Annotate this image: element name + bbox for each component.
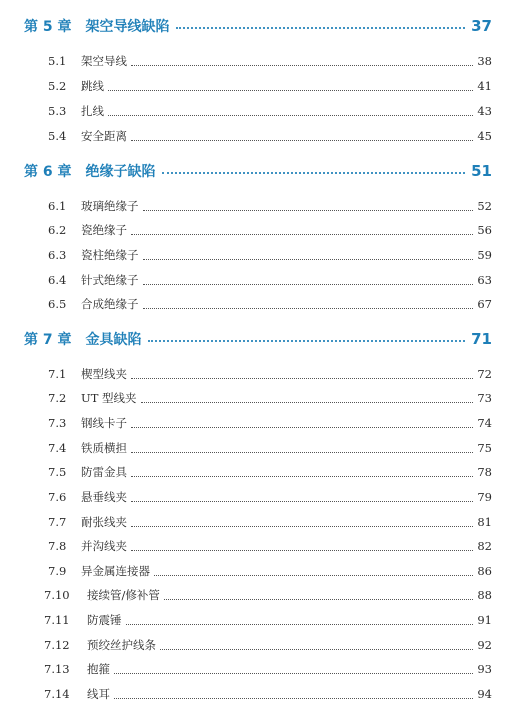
section-page: 41 [477, 79, 492, 93]
section-page: 79 [477, 490, 492, 504]
dot-leader [148, 340, 466, 342]
section-number: 7.5 [48, 465, 67, 479]
section-title: 接续管/修补管 [87, 588, 160, 602]
dot-leader [131, 501, 473, 502]
dot-leader [176, 27, 466, 29]
dot-leader [143, 210, 474, 211]
toc-entry[interactable] [0, 612, 492, 628]
dot-leader [143, 284, 474, 285]
toc-entry[interactable] [0, 222, 492, 238]
section-title: 悬垂线夹 [81, 490, 127, 504]
toc-entry[interactable] [0, 637, 492, 653]
section-page: 38 [477, 54, 492, 68]
toc-entry[interactable] [0, 390, 492, 406]
chapter-title: 绝缘子缺陷 [85, 164, 156, 180]
chapter-page: 71 [471, 330, 492, 348]
section-number: 7.2 [48, 391, 67, 405]
section-number: 7.9 [48, 564, 67, 578]
section-title: 并沟线夹 [81, 539, 127, 553]
section-title: 防雷金具 [81, 465, 127, 479]
dot-leader [131, 427, 473, 428]
section-title: UT 型线夹 [81, 391, 137, 405]
dot-leader [126, 624, 474, 625]
chapter-heading[interactable] [24, 328, 492, 350]
section-title: 跳线 [81, 79, 104, 93]
section-number: 7.14 [44, 687, 70, 701]
section-page: 73 [477, 391, 492, 405]
chapter-page: 37 [471, 17, 492, 35]
toc-entry[interactable] [0, 415, 492, 431]
toc-entry[interactable] [0, 440, 492, 456]
section-page: 88 [477, 588, 492, 602]
dot-leader [131, 234, 473, 235]
dot-leader [131, 65, 473, 66]
toc-entry[interactable] [0, 247, 492, 263]
section-title: 预绞丝护线条 [87, 638, 156, 652]
dot-leader [131, 378, 473, 379]
section-title: 楔型线夹 [81, 367, 127, 381]
section-page: 92 [477, 638, 492, 652]
section-page: 74 [477, 416, 492, 430]
section-page: 52 [477, 199, 492, 213]
section-number: 7.3 [48, 416, 67, 430]
section-title: 线耳 [87, 687, 110, 701]
section-number: 7.10 [44, 588, 70, 602]
section-page: 86 [477, 564, 492, 578]
section-page: 75 [477, 441, 492, 455]
toc-entry[interactable] [0, 686, 492, 702]
section-number: 7.7 [48, 515, 67, 529]
section-title: 合成绝缘子 [81, 297, 139, 311]
toc-entry[interactable] [0, 78, 492, 94]
dot-leader [154, 575, 473, 576]
chapter-number: 第 5 章 [24, 19, 72, 35]
toc-entry[interactable] [0, 661, 492, 677]
dot-leader [108, 90, 473, 91]
section-number: 5.1 [48, 54, 67, 68]
chapter-heading[interactable] [24, 160, 492, 182]
section-number: 7.6 [48, 490, 67, 504]
toc-entry[interactable] [0, 366, 492, 382]
toc-entry[interactable] [0, 272, 492, 288]
toc-entry[interactable] [0, 296, 492, 312]
chapter-title: 架空导线缺陷 [85, 19, 170, 35]
dot-leader [143, 308, 474, 309]
section-page: 56 [477, 223, 492, 237]
chapter-number: 第 7 章 [24, 332, 72, 348]
section-title: 安全距离 [81, 129, 127, 143]
dot-leader [162, 172, 466, 174]
section-page: 63 [477, 273, 492, 287]
chapter-heading[interactable] [24, 15, 492, 37]
section-page: 91 [477, 613, 492, 627]
toc-entry[interactable] [0, 489, 492, 505]
section-number: 6.5 [48, 297, 67, 311]
section-number: 5.2 [48, 79, 67, 93]
toc-entry[interactable] [0, 538, 492, 554]
section-number: 7.8 [48, 539, 67, 553]
section-page: 82 [477, 539, 492, 553]
toc-entry[interactable] [0, 514, 492, 530]
section-number: 5.4 [48, 129, 67, 143]
section-page: 94 [477, 687, 492, 701]
toc-entry[interactable] [0, 103, 492, 119]
section-title: 架空导线 [81, 54, 127, 68]
dot-leader [108, 115, 473, 116]
toc-entry[interactable] [0, 53, 492, 69]
section-page: 59 [477, 248, 492, 262]
chapter-page: 51 [471, 162, 492, 180]
section-title: 钢线卡子 [81, 416, 127, 430]
section-title: 防震锤 [87, 613, 122, 627]
section-page: 45 [477, 129, 492, 143]
toc-entry[interactable] [0, 563, 492, 579]
section-title: 耐张线夹 [81, 515, 127, 529]
section-number: 7.13 [44, 662, 70, 676]
dot-leader [131, 452, 473, 453]
toc-entry[interactable] [0, 128, 492, 144]
section-page: 43 [477, 104, 492, 118]
section-title: 玻璃绝缘子 [81, 199, 139, 213]
chapter-title: 金具缺陷 [85, 332, 142, 348]
dot-leader [114, 673, 473, 674]
section-title: 扎线 [81, 104, 104, 118]
section-page: 81 [477, 515, 492, 529]
section-page: 67 [477, 297, 492, 311]
section-title: 铁质横担 [81, 441, 127, 455]
section-title: 瓷绝缘子 [81, 223, 127, 237]
section-number: 6.2 [48, 223, 67, 237]
section-number: 7.4 [48, 441, 67, 455]
dot-leader [160, 649, 473, 650]
section-number: 6.3 [48, 248, 67, 262]
chapter-number: 第 6 章 [24, 164, 72, 180]
dot-leader [114, 698, 473, 699]
section-number: 7.11 [44, 613, 70, 627]
section-title: 瓷柱绝缘子 [81, 248, 139, 262]
dot-leader [131, 550, 473, 551]
toc-entry[interactable] [0, 587, 492, 603]
section-page: 72 [477, 367, 492, 381]
section-title: 针式绝缘子 [81, 273, 139, 287]
dot-leader [131, 140, 473, 141]
toc-entry[interactable] [0, 464, 492, 480]
section-number: 7.1 [48, 367, 67, 381]
section-number: 5.3 [48, 104, 67, 118]
section-number: 6.1 [48, 199, 67, 213]
section-title: 抱箍 [87, 662, 110, 676]
section-number: 7.12 [44, 638, 70, 652]
dot-leader [164, 599, 473, 600]
section-page: 93 [477, 662, 492, 676]
section-number: 6.4 [48, 273, 67, 287]
dot-leader [131, 526, 473, 527]
dot-leader [143, 259, 474, 260]
section-title: 异金属连接器 [81, 564, 150, 578]
dot-leader [141, 402, 474, 403]
toc-entry[interactable] [0, 198, 492, 214]
section-page: 78 [477, 465, 492, 479]
dot-leader [131, 476, 473, 477]
